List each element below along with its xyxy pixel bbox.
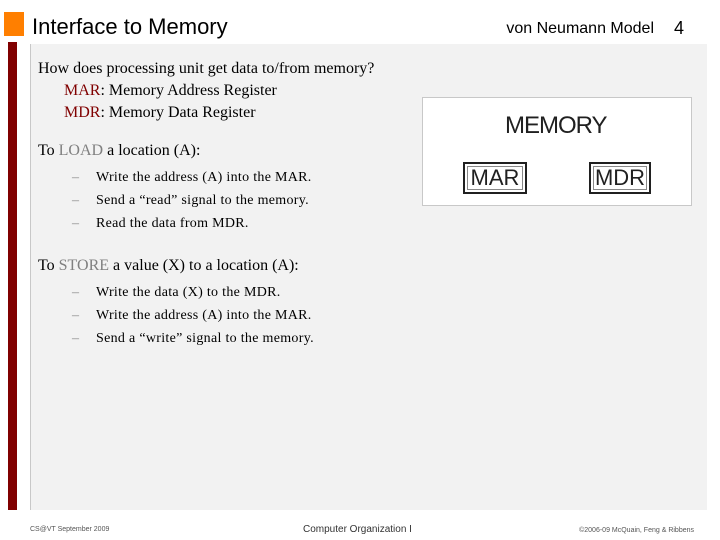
slide-body	[38, 58, 374, 350]
mar-definition	[38, 80, 374, 102]
list-item: – Write the address (A) into the MAR.	[72, 304, 374, 327]
memory-diagram	[422, 97, 692, 206]
load-steps-list	[38, 166, 374, 235]
footer-left: CS@VT September 2009	[30, 526, 110, 533]
list-item: – Send a “read” signal to the memory.	[72, 189, 374, 212]
load-prefix: To	[38, 142, 59, 159]
list-item: – Send a “write” signal to the memory.	[72, 327, 374, 350]
title-accent-block	[4, 12, 24, 36]
slide-topic: von Neumann Model	[506, 20, 654, 37]
memory-label: MEMORY	[505, 112, 607, 139]
mdr-desc: : Memory Data Register	[100, 104, 256, 121]
mdr-register-box: MDR	[589, 162, 651, 194]
load-keyword: LOAD	[58, 142, 104, 159]
left-accent-bar	[8, 42, 17, 510]
store-suffix: a value (X) to a location (A):	[109, 257, 299, 274]
store-steps-list	[38, 281, 374, 350]
store-keyword: STORE	[58, 257, 110, 274]
load-heading	[38, 140, 374, 162]
page-number: 4	[673, 18, 684, 38]
list-item: – Write the address (A) into the MAR.	[72, 166, 374, 189]
mar-desc: : Memory Address Register	[100, 82, 277, 99]
spacer	[38, 124, 374, 140]
list-item: – Read the data from MDR.	[72, 212, 374, 235]
store-prefix: To	[38, 257, 59, 274]
mdr-definition	[38, 102, 374, 124]
intro-question: How does processing unit get data to/from memory?	[38, 60, 375, 77]
mar-abbr: MAR	[64, 82, 101, 99]
footer-right: ©2006-09 McQuain, Feng & Ribbens	[579, 527, 694, 534]
footer-center: Computer Organization I	[303, 524, 412, 535]
list-item: – Write the data (X) to the MDR.	[72, 281, 374, 304]
mdr-abbr: MDR	[64, 104, 101, 121]
spacer	[38, 235, 374, 255]
mar-register-box: MAR	[463, 162, 527, 194]
load-suffix: a location (A):	[103, 142, 201, 159]
store-heading	[38, 255, 374, 277]
slide-title: Interface to Memory	[32, 14, 228, 39]
left-divider-line	[30, 44, 31, 510]
